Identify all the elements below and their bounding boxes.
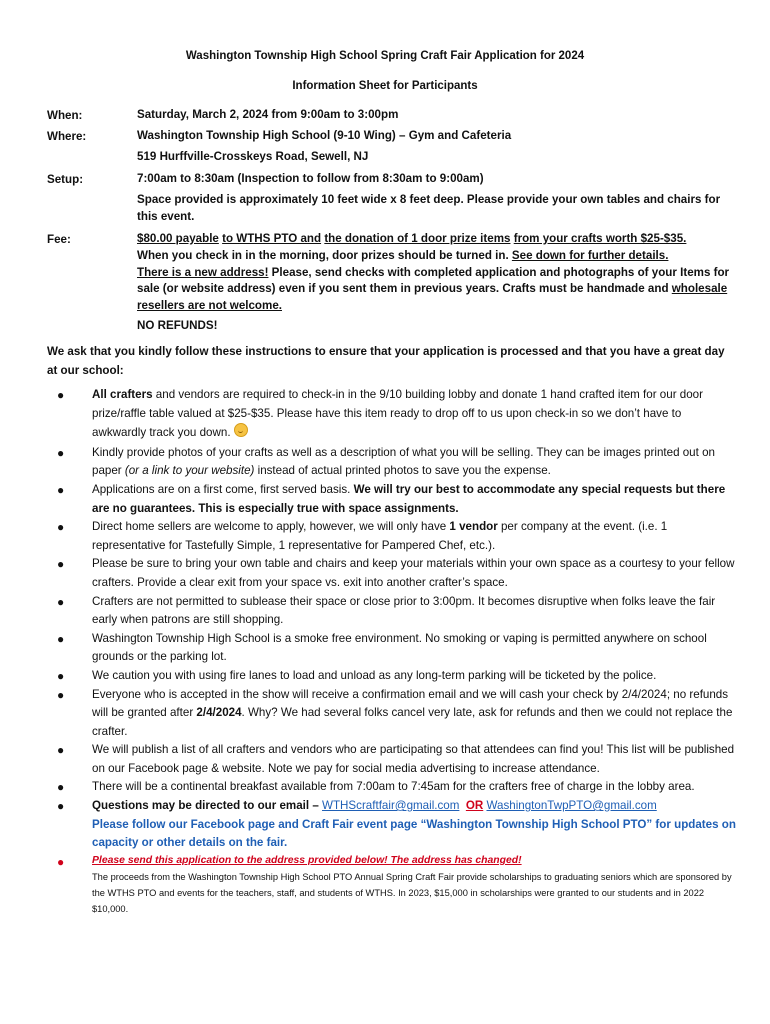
- refund-deadline-bold: 2/4/2024: [196, 706, 242, 720]
- setup-line-1: 7:00am to 8:30am (Inspection to follow from 8:30am to 9:00am): [137, 172, 484, 185]
- bullet-icon: ●: [57, 743, 65, 758]
- pto-email-link[interactable]: WashingtonTwpPTO@gmail.com: [486, 799, 657, 813]
- instructions-list: [47, 386, 737, 917]
- list-item: [47, 518, 737, 555]
- bullet-icon: ●: [57, 780, 65, 795]
- bullet-text: We will publish a list of all crafters and vendors who are participating so that attendees can find you! This list will be published on our Facebook page & website. Note we pay for social media advertising to increase attendance.: [92, 743, 735, 775]
- list-item: [47, 797, 737, 853]
- scholarship-note: The proceeds from the Washington Township High School PTO Annual Spring Craft Fair provide scholarships to graduating seniors which are sponsored by the WTHS PTO and events for the teachers, staff, and students of WTHS. In 2023, $15,000 in scholarships were granted to our students and in 2022 $10,000.: [92, 871, 732, 914]
- list-item: [47, 778, 737, 797]
- bullet-icon: ●: [57, 687, 65, 702]
- fee-wholesale-note: wholesale resellers are not welcome.: [137, 282, 728, 313]
- where-line-2: 519 Hurffville-Crosskeys Road, Sewell, NJ: [137, 150, 369, 163]
- bullet-text: We caution you with using fire lanes to load and unload as any long-term parking will be ticketed by the police.: [92, 668, 657, 682]
- bullet-icon: ●: [57, 388, 65, 402]
- no-refunds: NO REFUNDS!: [137, 318, 218, 332]
- list-item: [47, 853, 737, 917]
- bullet-text: There will be a continental breakfast available from 7:00am to 7:45am for the crafters free of charge in the lobby area.: [92, 780, 695, 794]
- list-item: [47, 630, 737, 667]
- bullet-icon: ●: [57, 482, 65, 497]
- where-line-1: Washington Township High School (9-10 Wing) – Gym and Cafeteria: [137, 129, 512, 142]
- fee-door-prize: the donation of 1 door prize items: [324, 232, 511, 245]
- list-item: [47, 481, 737, 518]
- setup-line-2: Space provided is approximately 10 feet wide x 8 feet deep. Please provide your own tables and chairs for this event.: [137, 193, 721, 223]
- bullet-icon: ●: [57, 854, 65, 869]
- bullet-text: . Why? We had several folks cancel very late, ask for refunds and then we could not replace the crafter.: [92, 706, 733, 738]
- list-item: [47, 444, 737, 481]
- when-label: When:: [47, 109, 83, 122]
- fee-amount: $80.00 payable: [137, 232, 219, 245]
- instructions-intro: We ask that you kindly follow these instructions to ensure that your application is processed and that you have a great day at our school:: [47, 345, 725, 377]
- bullet-icon: ●: [57, 668, 65, 683]
- bullet-text: instead of actual printed photos to save you the expense.: [254, 464, 551, 478]
- fee-crafts-worth: from your crafts worth $25-$35.: [513, 232, 687, 245]
- or-separator: OR: [465, 799, 484, 813]
- bullet-icon: ●: [57, 594, 65, 609]
- bullet-icon: ●: [57, 799, 65, 814]
- fee-block: [137, 231, 737, 335]
- fee-see-down-link: See down for further details.: [511, 248, 669, 262]
- fee-checkin-text: When you check in in the morning, door prizes should be turned in.: [137, 248, 512, 262]
- craftfair-email-link[interactable]: WTHScraftfair@gmail.com: [322, 799, 460, 813]
- list-item: [47, 667, 737, 686]
- one-vendor-bold: 1 vendor: [449, 520, 498, 534]
- list-item: [47, 686, 737, 742]
- smiley-emoji-icon: [234, 423, 248, 437]
- website-link-note: (or a link to your website): [124, 464, 255, 478]
- bullet-icon: ●: [57, 445, 65, 460]
- list-item: [47, 741, 737, 778]
- setup-label: Setup:: [47, 173, 84, 186]
- bullet-icon: ●: [57, 520, 65, 535]
- bullet-text: Direct home sellers are welcome to apply, however, we will only have: [92, 520, 450, 534]
- questions-bold: Questions may be directed to our email –: [92, 799, 323, 813]
- bullet-text: per company at the event. (i.e. 1 representative for Tastefully Simple, 1 representative for Pampered Chef, etc.).: [92, 520, 668, 552]
- bullet-text: Please be sure to bring your own table and chairs and keep your materials within your own space as a courtesy to your fellow crafters. Provide a clear exit from your space vs. exit into another crafter’s space.: [92, 557, 735, 589]
- list-item: [47, 555, 737, 592]
- bullet-text: Everyone who is accepted in the show will receive a confirmation email and we will cash your check by 2/4/2024; no refunds will be granted after: [92, 687, 729, 720]
- where-label: Where:: [47, 130, 87, 143]
- bullet-text: Crafters are not permitted to sublease their space or close prior to 3:00pm. It becomes disruptive when folks leave the fair early when patrons are still shopping.: [92, 594, 716, 627]
- bullet-icon: ●: [57, 631, 65, 646]
- bullet-text: and vendors are required to check-in in the 9/10 building lobby and donate 1 hand crafted item for our door prize/raffle table valued at $25-$35. Please have this item ready to drop off to us upon check-in so we don’t have to awkwardly track you down.: [92, 388, 703, 440]
- when-value: Saturday, March 2, 2024 from 9:00am to 3:00pm: [137, 108, 399, 121]
- fee-send-checks-text: Please, send checks with completed application and photographs of your Items for sale (or website address) even if you sent them in previous years. Crafts must be handmade and: [137, 265, 730, 296]
- fee-new-address: There is a new address!: [137, 265, 269, 279]
- bullet-text: Applications are on a first come, first served basis.: [92, 482, 354, 496]
- bullet-text: Washington Township High School is a smoke free environment. No smoking or vaping is permitted anywhere on school grounds or the parking lot.: [92, 631, 707, 664]
- bullet-text: Kindly provide photos of your crafts as well as a description of what you will be selling. They can be images printed out on paper: [92, 445, 715, 478]
- fee-payee: to WTHS PTO and: [222, 232, 322, 245]
- fee-label: Fee:: [47, 233, 71, 246]
- all-crafters-bold: All crafters: [92, 388, 153, 401]
- facebook-follow-note: Please follow our Facebook page and Craft Fair event page “Washington Township High School PTO” for updates on capacity or other details on the fair.: [92, 817, 736, 850]
- special-requests-bold: We will try our best to accommodate any special requests but there are no guarantees. This is especially true with space assignments.: [92, 482, 726, 515]
- list-item: [47, 386, 737, 443]
- list-item: [47, 593, 737, 630]
- document-title: Washington Township High School Spring Craft Fair Application for 2024: [185, 50, 585, 62]
- document-subtitle: Information Sheet for Participants: [292, 80, 478, 92]
- address-changed-warning: Please send this application to the address provided below! The address has changed!: [92, 854, 522, 866]
- bullet-icon: ●: [57, 557, 65, 572]
